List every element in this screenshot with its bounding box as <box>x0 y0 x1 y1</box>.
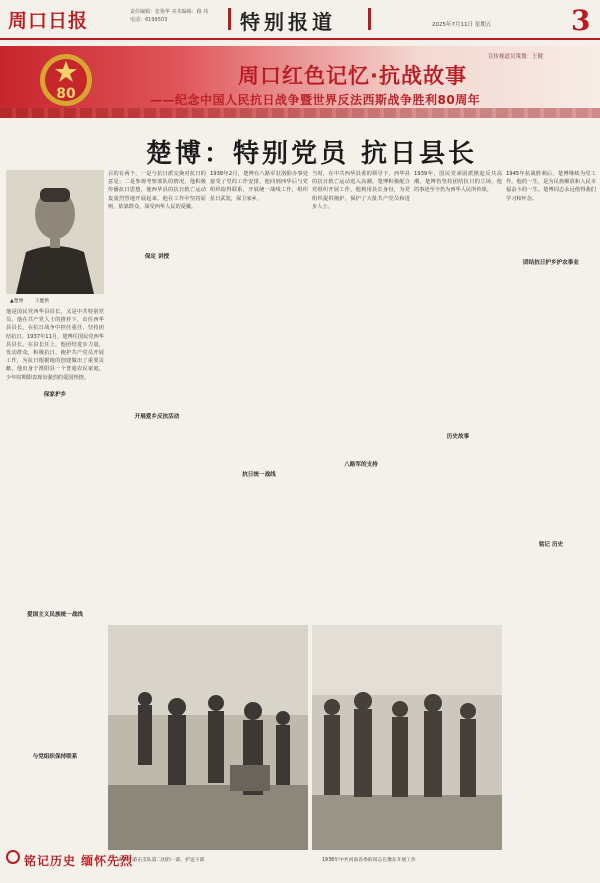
footer-slogan: 铭记历史 缅怀先烈 <box>24 854 134 868</box>
feature-banner <box>0 46 600 118</box>
subhead-9: 团结抗日护乡护农事业 <box>523 260 579 266</box>
soldiers-march-image <box>108 625 308 850</box>
banner-subtitle: ——纪念中国人民抗日战争暨世界反法西斯战争胜利80周年 <box>150 93 481 107</box>
subhead-1: 保家护乡 <box>43 392 67 398</box>
historical-photo-right <box>312 625 502 850</box>
section-bar-right <box>368 8 371 30</box>
soldiers-group-image <box>312 625 502 850</box>
article-column-1 <box>6 308 104 818</box>
column-2-text: 目的有两个，一是与抗日派交换对抗日的意见；二是参观考察部队的情况。他积极传播抗日思想，使西华县的抗日救亡运动轰轰烈烈地开展起来。他在工作中坚持原则，依靠群众，深受西华人民的爱戴。 <box>108 171 206 210</box>
page-number: 3 <box>571 4 591 37</box>
anniversary-badge-icon <box>38 52 94 110</box>
article-column-6 <box>506 170 596 830</box>
photo-caption-left: 新四军游击支队第二团的一部，护送干部 <box>118 858 205 863</box>
editor-credit: 宣传视道员策划：王健 <box>488 54 544 60</box>
subhead-5: 开展爱乡反抗活动 <box>134 414 180 420</box>
subhead-4: 保定 讲授 <box>144 254 170 260</box>
meta-editors: 责任编辑：张艳华 美术编辑：路 玮 <box>130 9 209 15</box>
newspaper-logo: 周口日报 <box>8 10 89 32</box>
section-bar-left <box>228 8 231 30</box>
publication-date: 2025年7月11日 星期五 <box>432 22 492 28</box>
badge-number: 80 <box>56 86 76 102</box>
subhead-3: 与党组织保持联系 <box>32 754 78 760</box>
banner-title: 周口红色记忆·抗战故事 <box>238 64 467 88</box>
article-column-4 <box>312 170 410 620</box>
subhead-2: 爱国主义民族统一战线 <box>27 612 83 618</box>
column-1-text: 他是国民党西华县县长，又是中共特别党员。他在共产党人士的推荐下，出任西华县县长，在抗日战争中担任重任，坚持团结抗日。1937年11月，楚博任国民党西华县县长，在县长任上，他团结进步力量，发动群众，积极抗日，掩护共产党员开展工作，为抗日根据地的创建做出了重要贡献。他出身于淮阳县一个普通农民家庭，少年时期即表现出强烈的爱国热情。 <box>6 309 104 381</box>
portrait-image <box>6 170 104 294</box>
photo-caption-right: 1938年中共河南省委的同志在豫东开展工作 <box>322 858 416 863</box>
subhead-7: 八路军的支持 <box>344 462 378 468</box>
article-column-3 <box>210 170 308 620</box>
subhead-6: 抗日统一战线 <box>242 472 276 478</box>
portrait-caption: ▲楚博 <box>10 299 24 304</box>
portrait-photo <box>6 170 104 294</box>
historical-photo-left <box>108 625 308 850</box>
column-3-text: 1938年2月，楚博在八路军驻洛阳办事处接受了党的工作安排，他回到西华后与党组织取得联系，开展统一战线工作，组织抗日武装，保卫家乡。 <box>210 171 308 202</box>
portrait-credit: 王健供 <box>34 299 50 304</box>
subhead-10: 铭记 历史 <box>538 542 564 548</box>
footer-decoration <box>6 850 20 864</box>
column-6-text: 1945年抗战胜利后，楚博继续为党工作。他的一生，是为民族解放和人民幸福奋斗的一生。楚博同志永远值得我们学习和怀念。 <box>506 171 596 202</box>
column-5-text: 1939年，国民党顽固派掀起反共高潮，楚博仍坚持团结抗日的立场，他的事迹至今仍为西华人民所传颂。 <box>414 171 502 194</box>
subhead-8: 历史故事 <box>446 434 470 440</box>
masthead <box>0 0 600 40</box>
column-4-text: 当时，在中共西华县委的领导下，西华县的抗日救亡运动进入高潮。楚博积极配合党组织开展工作，他利用县长身份，为党组织提供掩护，保护了大批共产党员和进步人士。 <box>312 171 410 210</box>
article-column-2 <box>108 170 206 620</box>
portrait-caption-row <box>10 297 49 304</box>
meta-phone: 电话：6199503 <box>130 17 168 23</box>
article-headline: 楚博：特别党员 抗日县长 <box>146 139 478 169</box>
great-wall-decoration <box>0 108 600 118</box>
section-title: 特别报道 <box>240 10 336 34</box>
